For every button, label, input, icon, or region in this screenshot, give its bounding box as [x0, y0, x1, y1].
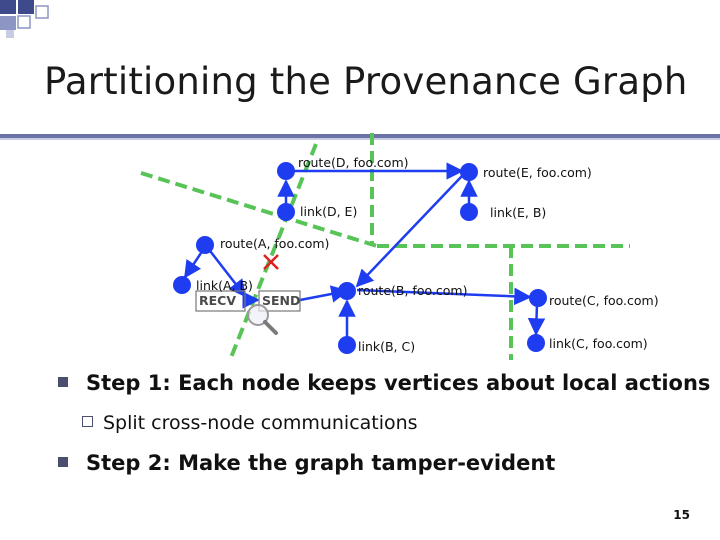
label-link-E-B: link(E, B) [490, 205, 547, 220]
vertex-link-D-E [277, 203, 295, 221]
vertex-link-C [527, 334, 545, 352]
label-link-C: link(C, foo.com) [549, 336, 648, 351]
magnifier-icon [248, 305, 276, 333]
vertex-route-D [277, 162, 295, 180]
label-route-C: route(C, foo.com) [549, 293, 659, 308]
graph-vertices [173, 162, 547, 354]
label-route-B: route(B, foo.com) [358, 283, 468, 298]
graph-edges [185, 171, 537, 338]
recv-label: RECV [199, 293, 237, 308]
label-link-A-B: link(A, B) [196, 278, 253, 293]
label-route-A: route(A, foo.com) [220, 236, 330, 251]
bullet-step1-sub [82, 412, 418, 434]
bullet-step2-text: Step 2: Make the graph tamper-evident [86, 451, 556, 475]
bullet-step1-sub-text: Split cross-node communications [103, 412, 418, 434]
label-route-E: route(E, foo.com) [483, 165, 592, 180]
label-link-B-C: link(B, C) [358, 339, 416, 354]
vertex-route-C [529, 289, 547, 307]
bullet-square-icon [58, 457, 68, 467]
label-link-D-E: link(D, E) [300, 204, 358, 219]
label-route-D: route(D, foo.com) [298, 155, 409, 170]
vertex-route-E [460, 163, 478, 181]
page-number: 15 [673, 508, 690, 522]
vertex-route-A [196, 236, 214, 254]
hollow-square-bullet-icon [82, 416, 93, 427]
bullet-step1-text: Step 1: Each node keeps vertices about local actions [86, 371, 711, 395]
bullet-square-icon [58, 377, 68, 387]
bullet-step2 [58, 451, 555, 475]
vertex-link-B-C [338, 336, 356, 354]
bullet-step1 [58, 371, 710, 395]
slide-title: Partitioning the Provenance Graph [44, 60, 688, 103]
edge-routeC-linkC [536, 304, 537, 334]
vertex-link-A-B [173, 276, 191, 294]
vertex-link-E-B [460, 203, 478, 221]
cut-mark-icon [264, 255, 278, 269]
vertex-route-B [338, 282, 356, 300]
send-label: SEND [262, 293, 301, 308]
